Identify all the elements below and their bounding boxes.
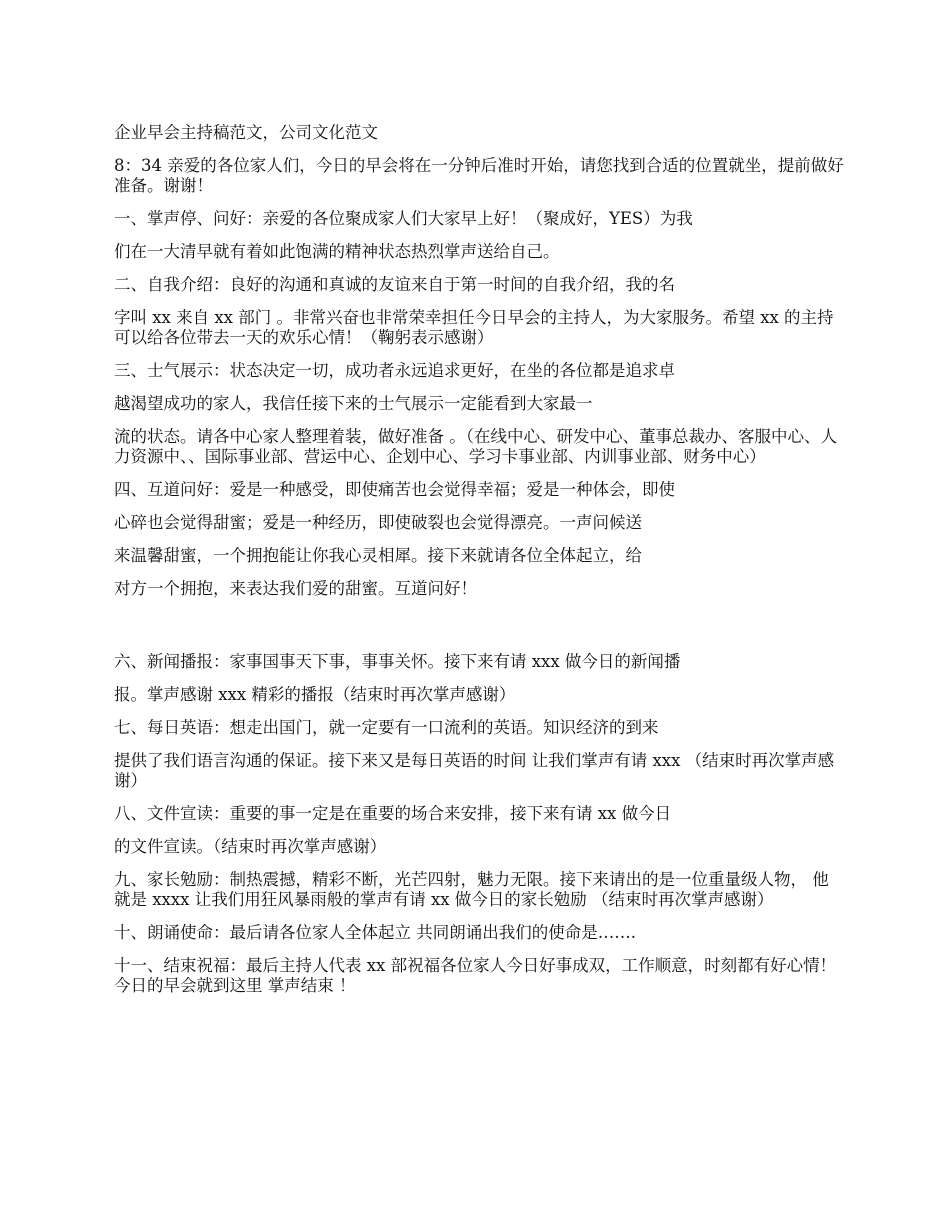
paragraph: 一、掌声停、问好：亲爱的各位聚成家人们大家早上好！（聚成好，YES）为我 [114,209,693,228]
paragraph: 七、每日英语：想走出国门，就一定要有一口流利的英语。知识经济的到来 [114,718,659,737]
paragraph: 十一、结束祝福：最后主持人代表 xx 部祝福各位家人今日好事成双，工作顺意，时刻都有好心情！今日的早会就到这里 掌声结束 ！ [114,956,837,995]
paragraph: 的文件宣读。（结束时再次掌声感谢） [114,837,387,856]
document-page [114,123,844,1009]
paragraph: 对方一个拥抱，来表达我们爱的甜蜜。互道问好！ [114,579,477,598]
paragraph: 八、文件宣读：重要的事一定是在重要的场合来安排，接下来有请 xx 做今日 [114,804,672,823]
paragraph: 报。掌声感谢 xxx 精彩的播报（结束时再次掌声感谢） [114,685,516,704]
document-title: 企业早会主持稿范文，公司文化范文 [114,123,378,142]
paragraph: 十、朗诵使命：最后请各位家人全体起立 共同朗诵出我们的使命是……. [114,923,636,942]
paragraph: 心碎也会觉得甜蜜；爱是一种经历，即使破裂也会觉得漂亮。一声问候送 [114,513,642,532]
paragraph: 六、新闻播报：家事国事天下事，事事关怀。接下来有请 xxx 做今日的新闻播 [114,652,681,671]
paragraph: 三、士气展示：状态决定一切，成功者永远追求更好，在坐的各位都是追求卓 [114,361,675,380]
paragraph: 字叫 xx 来自 xx 部门 。非常兴奋也非常荣幸担任今日早会的主持人，为大家服务。希望 xx 的主持可以给各位带去一天的欢乐心情！（鞠躬表示感谢） [114,308,834,347]
paragraph: 们在一大清早就有着如此饱满的精神状态热烈掌声送给自己。 [114,242,560,261]
paragraph: 流的状态。请各中心家人整理着装，做好准备 。（在线中心、研发中心、董事总裁办、客服中心、人力资源中、、国际事业部、营运中心、企划中心、学习卡事业部、内训事业部、财务中心） [114,427,837,466]
paragraph: 来温馨甜蜜，一个拥抱能让你我心灵相犀。接下来就请各位全体起立，给 [114,546,642,565]
paragraph: 提供了我们语言沟通的保证。接下来又是每日英语的时间 让我们掌声有请 xxx （结束时再次掌声感谢） [114,751,835,790]
paragraph: 越渴望成功的家人，我信任接下来的士气展示一定能看到大家最一 [114,394,593,413]
paragraph: 二、自我介绍：良好的沟通和真诚的友谊来自于第一时间的自我介绍，我的名 [114,275,675,294]
paragraph: 8：34 亲爱的各位家人们，今日的早会将在一分钟后准时开始，请您找到合适的位置就坐，提前做好准备。谢谢！ [114,156,844,195]
paragraph: 四、互道问好：爱是一种感受，即使痛苦也会觉得幸福；爱是一种体会，即使 [114,480,675,499]
paragraph: 九、家长勉励：制热震撼，精彩不断，光芒四射，魅力无限。接下来请出的是一位重量级人物， 他就是 xxxx 让我们用狂风暴雨般的掌声有请 xx 做今日的家长勉励 （结束时再次掌声感谢） [114,870,829,909]
